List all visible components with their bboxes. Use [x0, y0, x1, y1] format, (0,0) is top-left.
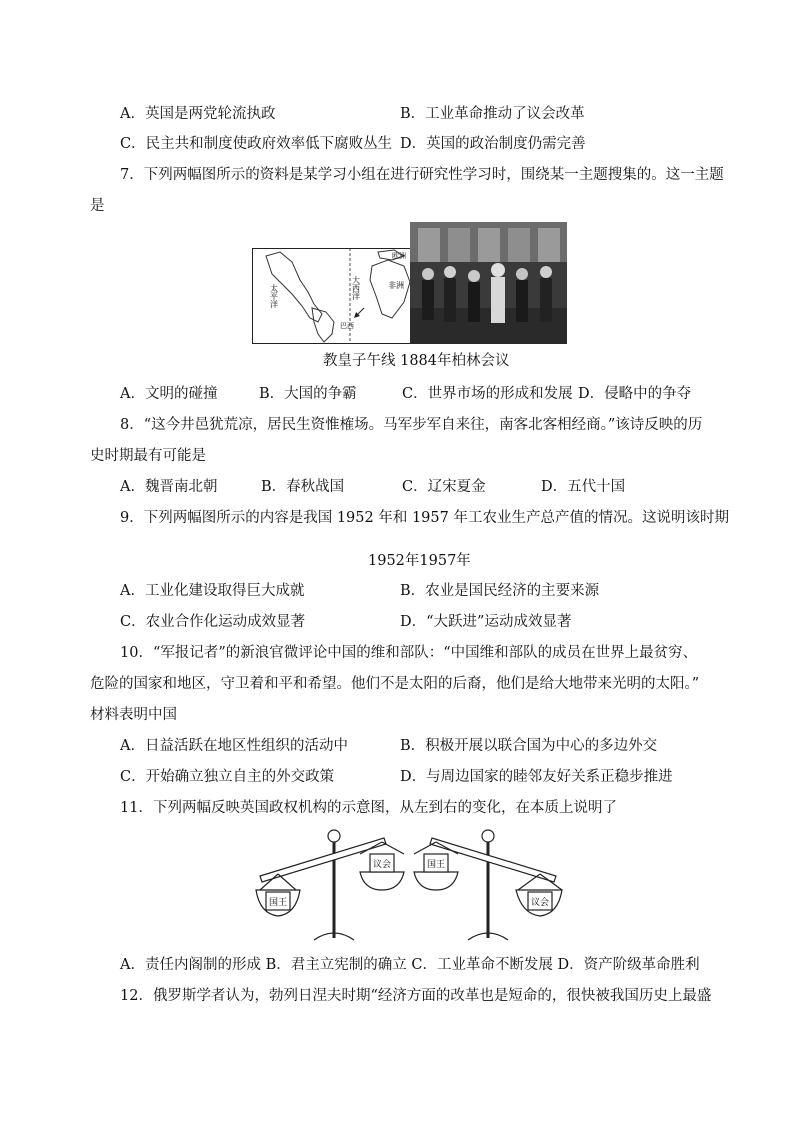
q7-stem-line2: 是	[90, 198, 105, 214]
right-low-label: 议会	[530, 898, 550, 908]
right-scale-knob	[482, 830, 494, 842]
q7-figures	[252, 222, 567, 344]
left-pan-low-string-r	[278, 874, 296, 890]
map-label-atlantic: 大西洋	[351, 276, 361, 300]
q6-option-b: B．工业革命推动了议会改革	[400, 106, 585, 122]
q8-option-d: D．五代十国	[541, 479, 626, 495]
left-pan-high-string-r	[382, 842, 404, 854]
q9-option-c: C．农业合作化运动成效显著	[120, 614, 306, 630]
q7-figure-svg	[252, 222, 567, 344]
q10-option-b: B．积极开展以联合国为中心的多边外交	[400, 738, 658, 754]
q10-stem-line3: 材料表明中国	[90, 707, 177, 723]
right-pan-high-string-l	[414, 842, 436, 854]
q6-option-c: C．民主共和制度使政府效率低下腐败丛生	[120, 136, 393, 152]
q10-option-a: A．日益活跃在地区性组织的活动中	[120, 738, 348, 754]
map-label-europe: 欧洲	[392, 252, 406, 260]
q7-option-a: A．文明的碰撞	[120, 386, 218, 402]
q9-option-a: A．工业化建设取得巨大成就	[120, 583, 305, 599]
q11-options: A．责任内阁制的形成 B．君主立宪制的确立 C．工业革命不断发展 D．资产阶级革命胜利	[120, 957, 700, 973]
q6-option-d: D．英国的政治制度仍需完善	[400, 136, 586, 152]
map-label-africa: 非洲	[388, 281, 404, 290]
left-pan-high	[360, 872, 404, 890]
q6-option-a: A．英国是两党轮流执政	[120, 106, 276, 122]
q7-option-c: C．世界市场的形成和发展	[402, 386, 573, 402]
q8-option-a: A．魏晋南北朝	[120, 479, 218, 495]
q11-scales-svg	[252, 826, 564, 944]
q10-stem-line1: 10．“军报记者”的新浪官微评论中国的维和部队：“中国维和部队的成员在世界上最贫穷、	[120, 645, 698, 661]
map-label-pacific: 太平洋	[269, 284, 279, 308]
q12-stem-line1: 12．俄罗斯学者认为，勃列日涅夫时期“经济方面的改革也是短命的，很快被我国历史上最盛	[120, 988, 712, 1004]
q7-stem-line1: 7．下列两幅图所示的资料是某学习小组在进行研究性学习时，围绕某一主题搜集的。这一主题	[120, 167, 724, 183]
q11-scales-figure	[252, 826, 564, 944]
q7-option-b: B．大国的争霸	[259, 386, 357, 402]
left-scale-knob	[328, 830, 340, 842]
q10-stem-line2: 危险的国家和地区，守卫着和平和希望。他们不是太阳的后裔，他们是给大地带来光明的太阳。”	[90, 676, 700, 692]
q11-stem-line1: 11．下列两幅反映英国政权机构的示意图，从左到右的变化，在本质上说明了	[120, 800, 617, 816]
q10-option-d: D．与周边国家的睦邻友好关系正稳步推进	[400, 769, 673, 785]
q8-option-b: B．春秋战国	[261, 479, 345, 495]
q7-figure-caption: 教皇子午线 1884年柏林会议	[323, 353, 510, 369]
q9-option-d: D．“大跃进”运动成效显著	[400, 614, 572, 630]
right-high-label: 国王	[426, 860, 446, 870]
q8-stem-line2: 史时期最有可能是	[90, 448, 206, 464]
left-low-label: 国王	[268, 898, 288, 908]
q8-option-c: C．辽宋夏金	[402, 479, 486, 495]
left-high-label: 议会	[372, 860, 392, 870]
q7-option-d: D．侵略中的争夺	[578, 386, 692, 402]
q9-stem-line1: 9．下列两幅图所示的内容是我国 1952 年和 1957 年工农业生产总产值的情况。这说明该时期	[120, 510, 729, 526]
q9-figure-caption: 1952年1957年	[368, 553, 471, 569]
right-pan-low-string-l	[518, 874, 540, 890]
q8-stem-line1: 8．“这今井邑犹荒凉，居民生资惟榷场。马军步军自来往，南客北客相经商。”该诗反映的历	[120, 417, 703, 433]
q9-option-b: B．农业是国民经济的主要来源	[400, 583, 600, 599]
q10-option-c: C．开始确立独立自主的外交政策	[120, 769, 335, 785]
right-pan-high	[414, 872, 458, 890]
map-label-brazil: 巴西	[340, 322, 354, 330]
